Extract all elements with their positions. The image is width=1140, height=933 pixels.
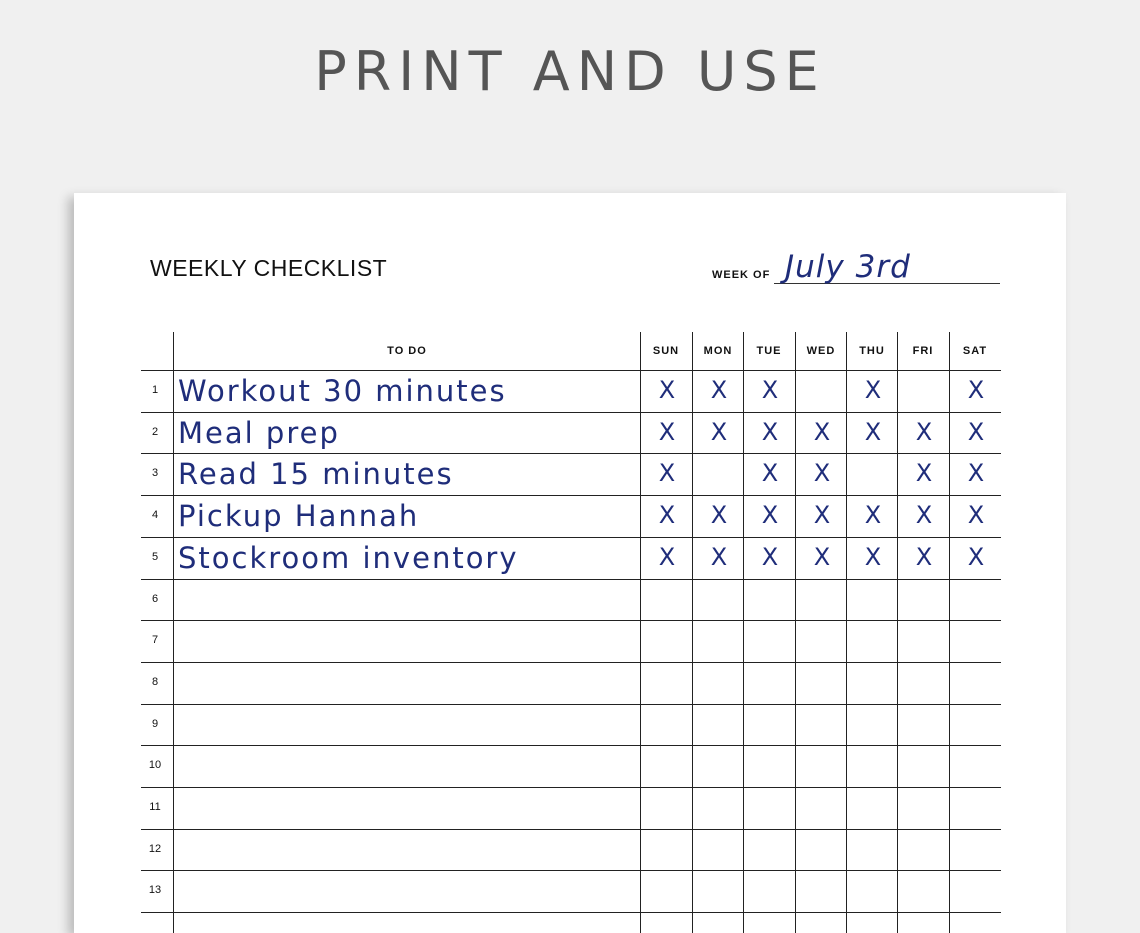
grid-column-line xyxy=(173,332,174,933)
check-mark[interactable]: X xyxy=(658,459,676,488)
row-number: 10 xyxy=(148,759,162,772)
check-mark[interactable]: X xyxy=(761,542,779,571)
check-mark[interactable]: X xyxy=(710,501,728,530)
day-header-mon: MON xyxy=(703,345,733,357)
check-mark[interactable]: X xyxy=(967,501,985,530)
check-mark[interactable]: X xyxy=(864,376,882,404)
check-mark[interactable]: X xyxy=(915,501,933,530)
check-mark[interactable]: X xyxy=(761,376,779,404)
day-header-sat: SAT xyxy=(962,345,988,357)
task-text[interactable]: Workout 30 minutes xyxy=(178,374,507,408)
grid-row-line xyxy=(141,704,1001,705)
row-number: 11 xyxy=(149,801,161,813)
row-number: 5 xyxy=(151,550,159,563)
row-number: 2 xyxy=(151,425,159,438)
task-text[interactable]: Stockroom inventory xyxy=(178,540,519,575)
check-mark[interactable]: X xyxy=(915,417,933,446)
row-number: 13 xyxy=(148,884,162,897)
page-banner: PRINT AND USE xyxy=(314,40,826,103)
check-mark[interactable]: X xyxy=(967,417,985,446)
check-mark[interactable]: X xyxy=(864,501,882,530)
grid-row-line xyxy=(141,787,1001,788)
check-mark[interactable]: X xyxy=(915,542,933,571)
row-number: 12 xyxy=(148,842,162,855)
check-mark[interactable]: X xyxy=(813,501,831,530)
check-mark[interactable]: X xyxy=(864,417,882,446)
grid-row-line xyxy=(141,662,1001,663)
row-number: 8 xyxy=(151,675,159,688)
week-of-label: WEEK OF xyxy=(712,269,771,281)
row-number: 6 xyxy=(151,592,159,605)
grid-row-line xyxy=(141,870,1001,871)
grid-row-line xyxy=(141,829,1001,830)
check-mark[interactable]: X xyxy=(761,459,779,488)
row-number: 1 xyxy=(151,384,159,396)
check-mark[interactable]: X xyxy=(761,501,779,530)
sheet-title: WEEKLY CHECKLIST xyxy=(150,255,388,281)
day-header-fri: FRI xyxy=(912,345,934,357)
check-mark[interactable]: X xyxy=(710,417,728,446)
grid-row-line xyxy=(141,537,1001,538)
grid-row-line xyxy=(141,620,1001,621)
task-text[interactable]: Meal prep xyxy=(178,415,340,450)
week-of-value[interactable]: July 3rd xyxy=(785,249,911,285)
row-number: 9 xyxy=(151,717,159,730)
day-header-sun: SUN xyxy=(652,345,680,357)
grid-row-line xyxy=(141,495,1001,496)
check-mark[interactable]: X xyxy=(813,459,831,488)
check-mark[interactable]: X xyxy=(710,542,728,571)
check-mark[interactable]: X xyxy=(864,542,882,571)
checklist-grid xyxy=(74,193,1066,933)
grid-row-line xyxy=(141,412,1001,413)
day-header-tue: TUE xyxy=(756,345,782,357)
check-mark[interactable]: X xyxy=(658,501,676,530)
check-mark[interactable]: X xyxy=(658,542,676,571)
check-mark[interactable]: X xyxy=(915,459,933,488)
check-mark[interactable]: X xyxy=(710,376,728,404)
grid-row-line xyxy=(141,370,1001,371)
check-mark[interactable]: X xyxy=(967,542,985,571)
check-mark[interactable]: X xyxy=(813,417,831,446)
grid-row-line xyxy=(141,745,1001,746)
day-header-thu: THU xyxy=(859,345,885,357)
grid-row-line xyxy=(141,579,1001,580)
check-mark[interactable]: X xyxy=(967,376,985,404)
row-number: 3 xyxy=(151,467,159,480)
day-header-wed: WED xyxy=(806,345,836,357)
grid-row-line xyxy=(141,453,1001,454)
todo-header: TO DO xyxy=(387,345,427,357)
task-text[interactable]: Pickup Hannah xyxy=(178,499,420,534)
checklist-sheet xyxy=(74,193,1066,933)
check-mark[interactable]: X xyxy=(813,542,831,571)
check-mark[interactable]: X xyxy=(761,417,779,446)
row-number: 4 xyxy=(151,509,159,522)
row-number: 7 xyxy=(151,634,159,647)
check-mark[interactable]: X xyxy=(967,459,985,488)
check-mark[interactable]: X xyxy=(658,417,676,446)
grid-row-line xyxy=(141,912,1001,913)
check-mark[interactable]: X xyxy=(658,376,676,404)
task-text[interactable]: Read 15 minutes xyxy=(178,457,454,492)
